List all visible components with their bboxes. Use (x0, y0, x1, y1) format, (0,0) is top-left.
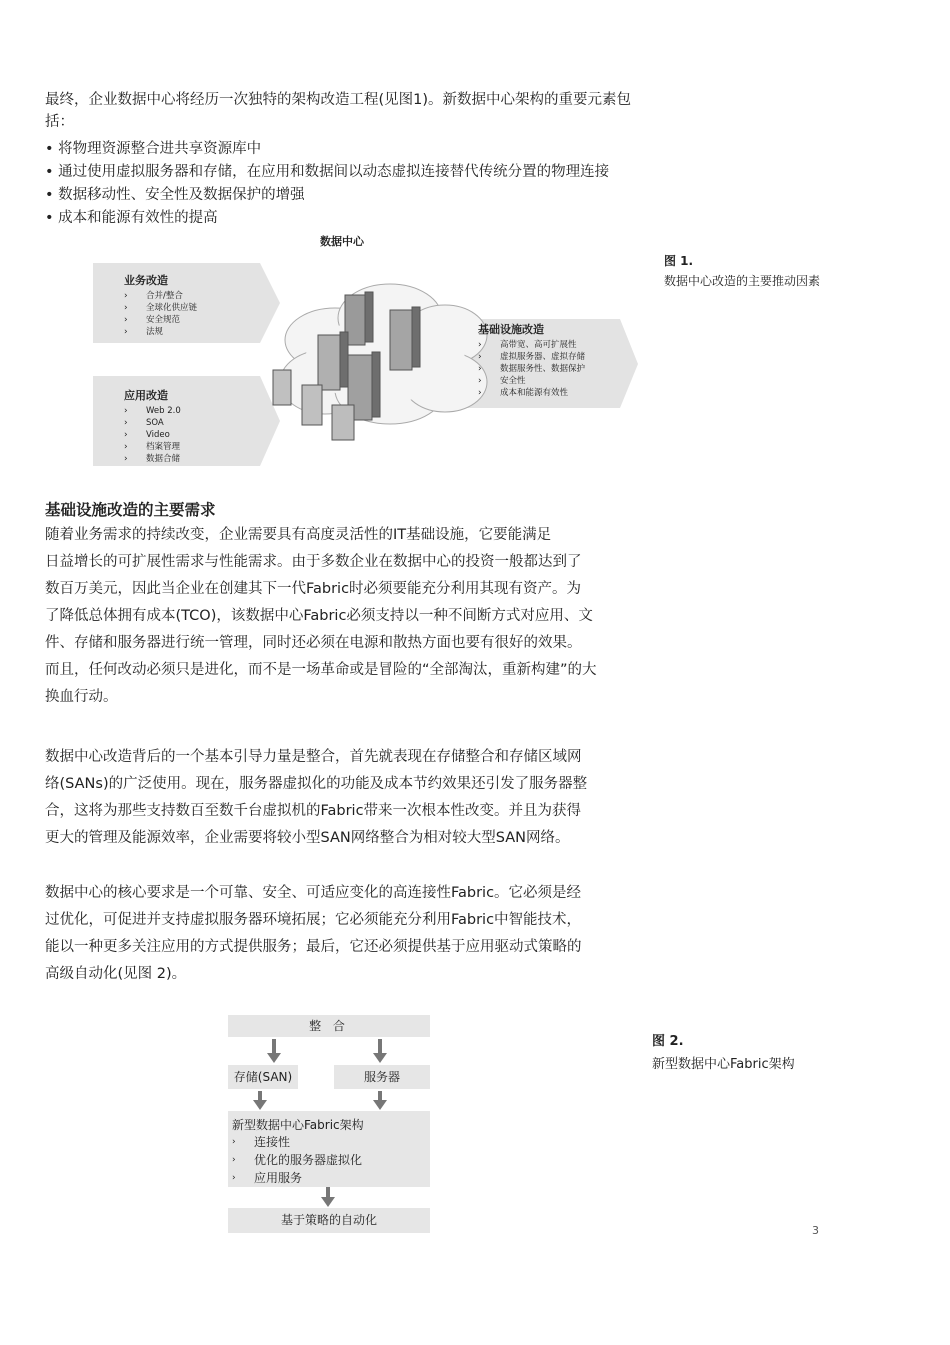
text-line: 件、存储和服务器进行统一管理，同时还必须在电源和散热方面也要有很好的效果。 (45, 635, 582, 651)
list-item: › 数据合储 (124, 453, 181, 465)
fabric-list (232, 1133, 430, 1187)
paragraph-2 (45, 744, 665, 852)
figure-1 (90, 230, 650, 470)
down-arrow-icon (373, 1100, 387, 1110)
caption-text: 新型数据中心Fabric架构 (652, 1057, 795, 1072)
infrastructure-block (478, 321, 585, 399)
text-line: 数据中心改造背后的一个基本引导力量是整合，首先就表现在存储整合和存储区域网 (45, 749, 582, 765)
down-arrow-icon (267, 1053, 281, 1063)
caption-text: 数据中心改造的主要推动因素 (664, 274, 821, 288)
text-line: 合，这将为那些支持数百至数千台虚拟机的Fabric带来一次根本性改变。并且为获得 (45, 803, 582, 819)
figure-2 (228, 1015, 430, 1235)
list-item: › 档案管理 (124, 441, 181, 453)
arrow-stem (326, 1187, 330, 1197)
text-line: 过优化，可促进并支持虚拟服务器环境拓展；它必须能充分利用Fabric中智能技术， (45, 912, 582, 928)
list-item: › 法规 (124, 326, 197, 338)
paragraph-1 (45, 522, 665, 711)
list-item: › 数据服务性、数据保护 (478, 363, 585, 375)
business-block (124, 272, 197, 338)
server-box: 服务器 (334, 1065, 430, 1089)
business-list (124, 290, 197, 338)
infrastructure-title: 基础设施改造 (478, 323, 544, 336)
text-line: 更大的管理及能源效率，企业需要将较小型SAN网络整合为相对较大型SAN网络。 (45, 830, 570, 846)
list-item: • 数据移动性、安全性及数据保护的增强 (45, 184, 705, 207)
down-arrow-icon (253, 1100, 267, 1110)
list-item: › Video (124, 429, 181, 441)
text-line: 随着业务需求的持续改变，企业需要具有高度灵活性的IT基础设施，它要能满足 (45, 527, 552, 543)
arrow-stem (378, 1091, 382, 1100)
list-item: • 成本和能源有效性的提高 (45, 207, 705, 230)
list-item: › 连接性 (232, 1133, 430, 1151)
list-item: › 合并/整合 (124, 290, 197, 302)
down-arrow-icon (373, 1053, 387, 1063)
application-block (124, 387, 181, 465)
paragraph-3 (45, 880, 665, 988)
intro-paragraph: 最终，企业数据中心将经历一次独特的架构改造工程(见图1)。新数据中心架构的重要元素包括： (45, 91, 632, 130)
list-item: › 应用服务 (232, 1169, 430, 1187)
storage-box: 存储(SAN) (228, 1065, 298, 1089)
list-item: › 优化的服务器虚拟化 (232, 1151, 430, 1169)
automation-box: 基于策略的自动化 (228, 1208, 430, 1233)
list-item: › 安全规范 (124, 314, 197, 326)
application-title: 应用改造 (124, 389, 168, 402)
text-line: 日益增长的可扩展性需求与性能需求。由于多数企业在数据中心的投资一般都达到了 (45, 554, 582, 570)
infrastructure-list (478, 339, 585, 399)
list-item: • 将物理资源整合进共享资源库中 (45, 138, 705, 161)
text-line: 数百万美元，因此当企业在创建其下一代Fabric时必须要能充分利用其现有资产。为 (45, 581, 582, 597)
figure-1-caption (664, 252, 820, 289)
arrow-stem (258, 1091, 262, 1100)
caption-label: 图 1. (664, 254, 694, 268)
application-chevron (93, 376, 280, 466)
fabric-box (228, 1111, 430, 1187)
list-item: › 成本和能源有效性 (478, 387, 585, 399)
fabric-title: 新型数据中心Fabric架构 (232, 1118, 364, 1132)
arrow-stem (272, 1039, 276, 1053)
arrow-stem (378, 1039, 382, 1053)
text-line: 高级自动化(见图 2)。 (45, 966, 187, 982)
text-line: 能以一种更多关注应用的方式提供服务；最后，它还必须提供基于应用驱动式策略的 (45, 939, 582, 955)
key-elements-list (45, 138, 705, 230)
list-item: › 安全性 (478, 375, 585, 387)
down-arrow-icon (321, 1197, 335, 1207)
text-line: 络(SANs)的广泛使用。现在，服务器虚拟化的功能及成本节约效果还引发了服务器整 (45, 776, 588, 792)
text-line: 而且，任何改动必须只是进化，而不是一场革命或是冒险的“全部淘汰，重新构建”的大 (45, 662, 597, 678)
list-item: › Web 2.0 (124, 405, 181, 417)
list-item: › 全球化供应链 (124, 302, 197, 314)
list-item: › 虚拟服务器、虚拟存储 (478, 351, 585, 363)
page-number: 3 (812, 1224, 819, 1237)
application-list (124, 405, 181, 465)
caption-label: 图 2. (652, 1034, 684, 1049)
list-item: › 高带宽、高可扩展性 (478, 339, 585, 351)
list-item: › SOA (124, 417, 181, 429)
list-item: • 通过使用虚拟服务器和存储，在应用和数据间以动态虚拟连接替代传统分置的物理连接 (45, 161, 705, 184)
consolidation-box: 整 合 (228, 1015, 430, 1037)
business-title: 业务改造 (124, 274, 168, 287)
text-line: 数据中心的核心要求是一个可靠、安全、可适应变化的高连接性Fabric。它必须是经 (45, 885, 582, 901)
center-title: 数据中心 (320, 235, 364, 248)
text-line: 了降低总体拥有成本(TCO)，该数据中心Fabric必须支持以一种不间断方式对应用、文 (45, 608, 593, 624)
text-line: 换血行动。 (45, 689, 118, 705)
figure-2-caption (652, 1030, 795, 1072)
section-title: 基础设施改造的主要需求 (45, 501, 216, 519)
